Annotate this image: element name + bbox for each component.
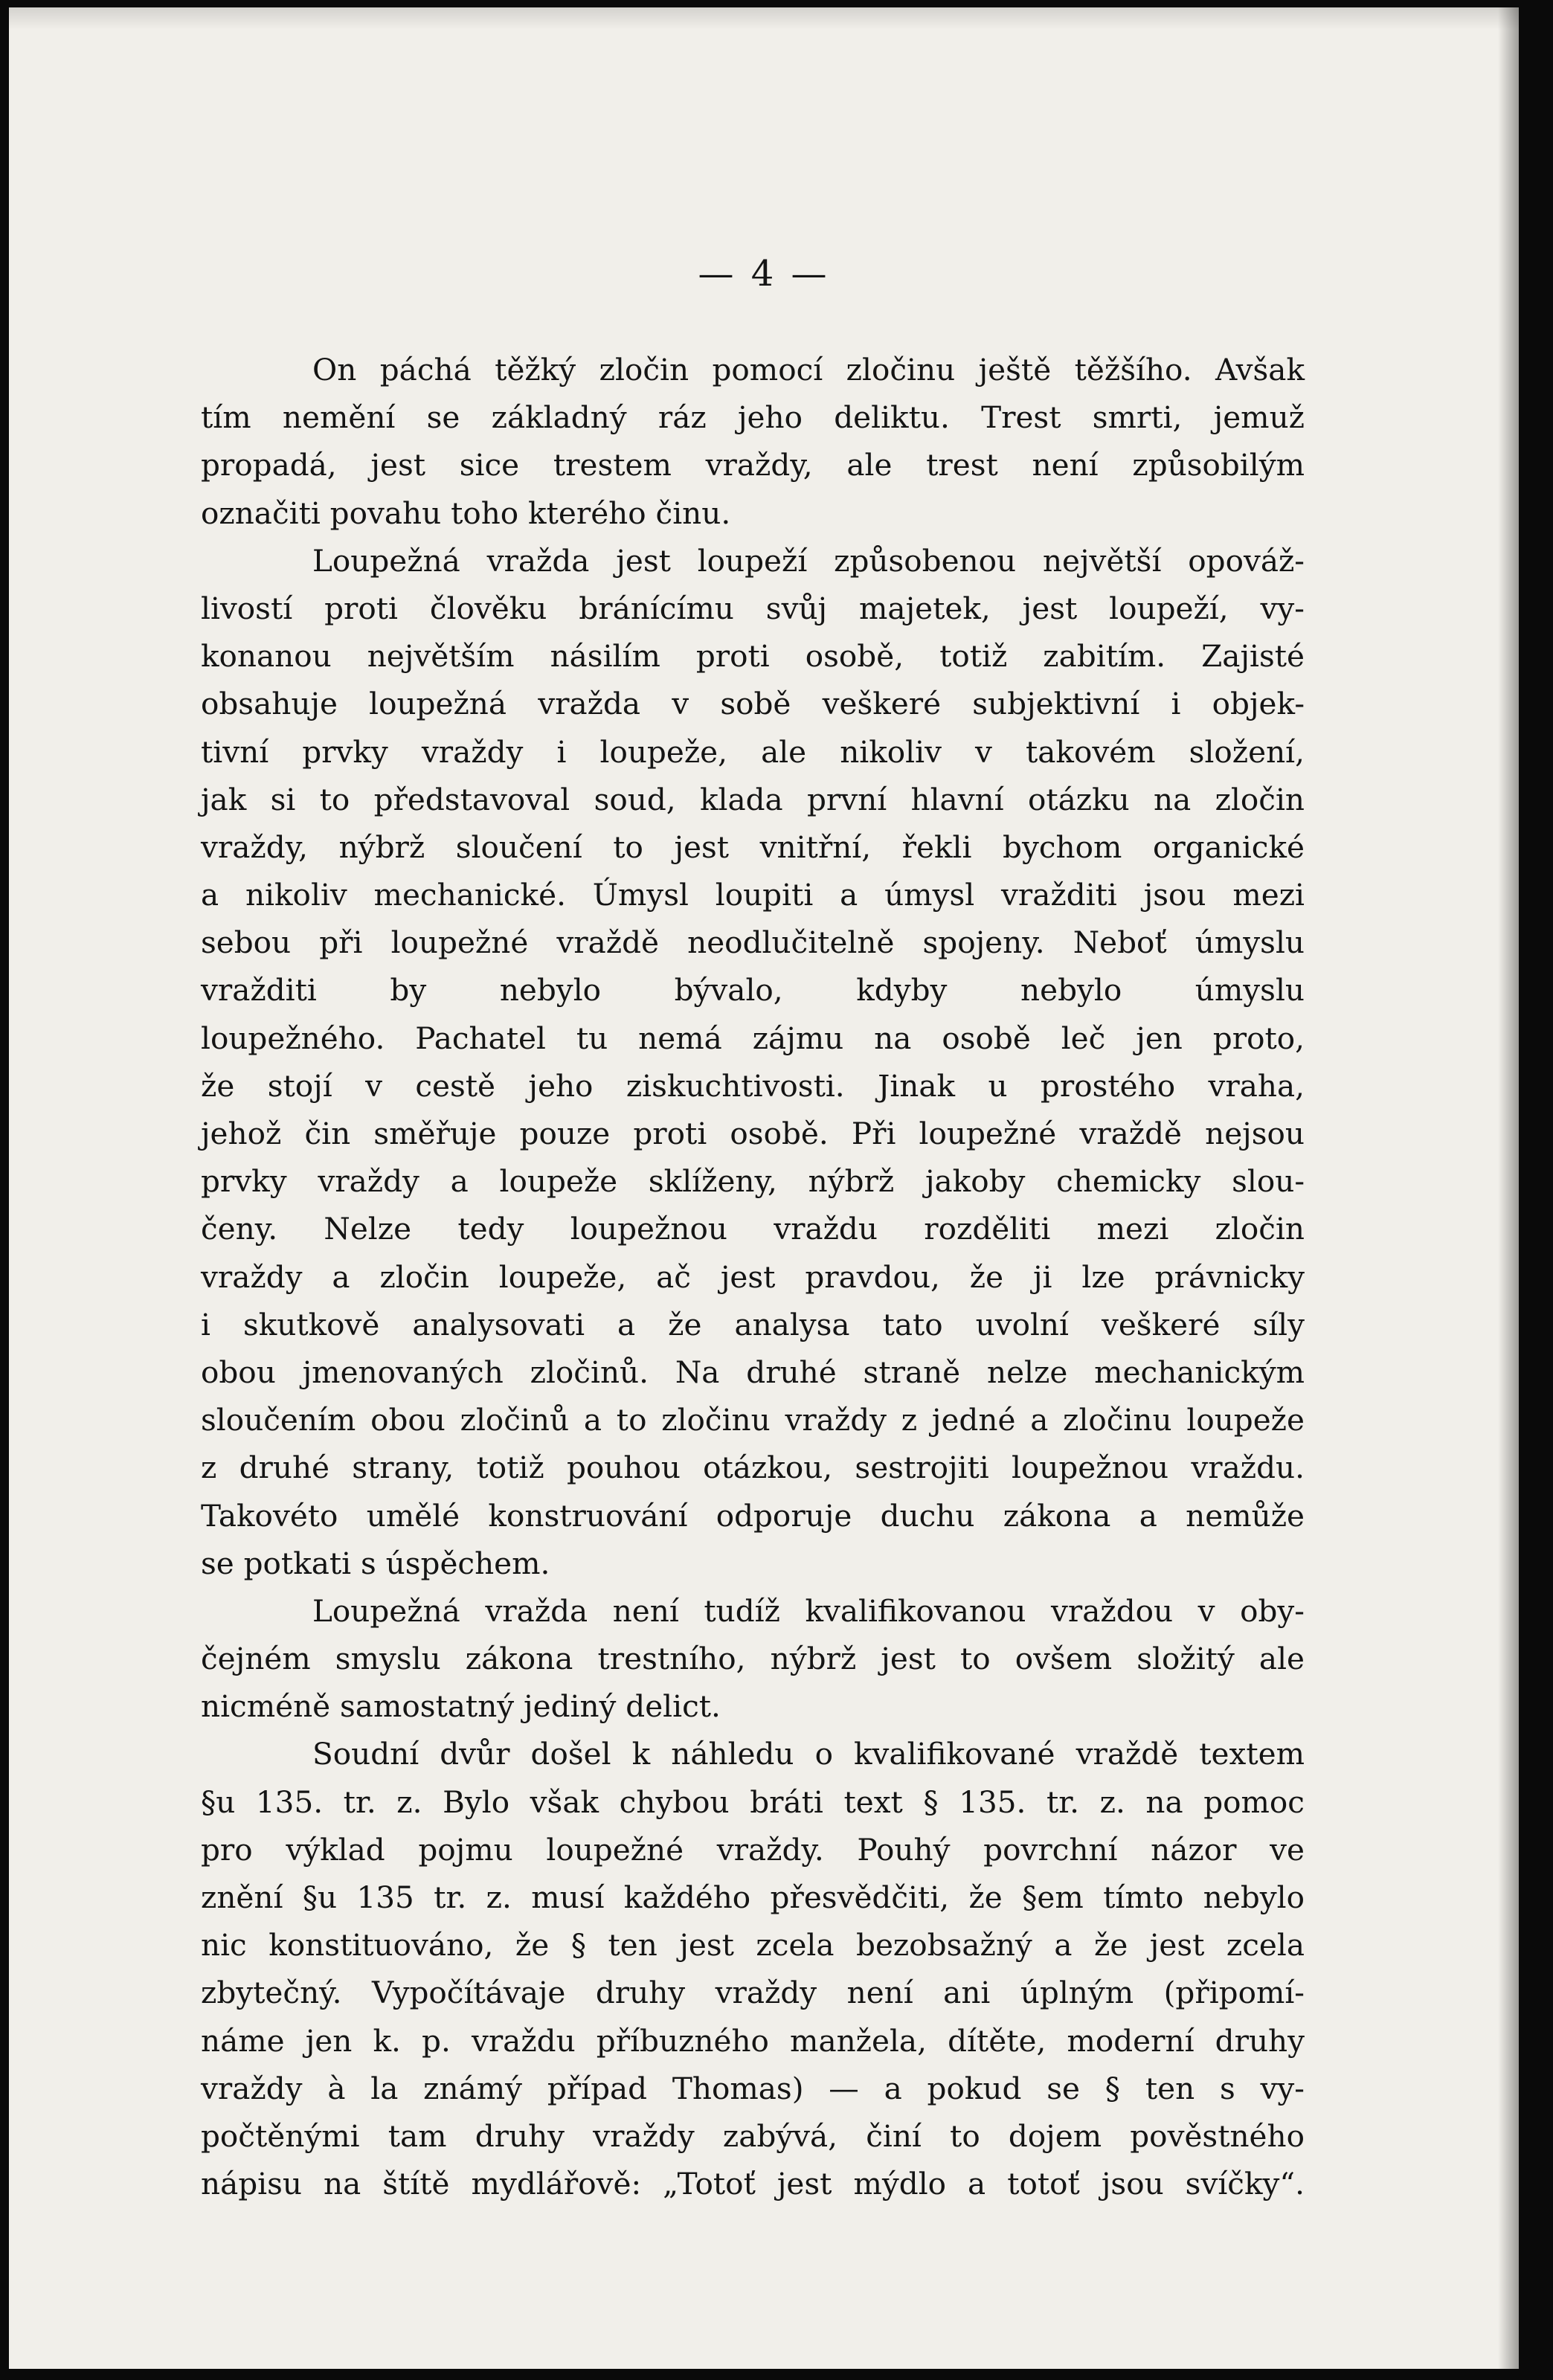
text-line: označiti povahu toho kterého činu. <box>201 495 731 531</box>
text-line: nápisu na štítě mydlářově: „Totoť jest mýdlo a totoť jsou svíčky“. <box>201 2166 1305 2202</box>
text-line: vraždy a zločin loupeže, ač jest pravdou, že ji lze právnicky <box>201 1258 1305 1295</box>
text-line: obou jmenovaných zločinů. Na druhé straně nelze mechanickým <box>201 1354 1305 1390</box>
text-line: nic konstituováno, že § ten jest zcela bezobsažný a že jest zcela <box>201 1927 1305 1964</box>
text-line: náme jen k. p. vraždu příbuzného manžela, dítěte, moderní druhy <box>201 2022 1305 2059</box>
text-line: tím nemění se základný ráz jeho deliktu. Trest smrti, jemuž <box>201 399 1305 436</box>
text-line: livostí proti člověku bránícímu svůj majetek, jest loupeží, vy- <box>201 590 1305 626</box>
text-line: se potkati s úspěchem. <box>201 1545 550 1581</box>
text-line: znění §u 135 tr. z. musí každého přesvědčiti, že §em tímto nebylo <box>201 1879 1305 1915</box>
text-line: prvky vraždy a loupeže sklíženy, nýbrž jakoby chemicky slou- <box>201 1163 1305 1200</box>
text-line: pro výklad pojmu loupežné vraždy. Pouhý povrchní názor ve <box>201 1831 1305 1868</box>
body-text <box>201 346 1305 2207</box>
text-line: vraždy, nýbrž sloučení to jest vnitřní, řekli bychom organické <box>201 829 1305 865</box>
text-line: jehož čin směřuje pouze proti osobě. Při loupežné vraždě nejsou <box>201 1116 1305 1151</box>
book-page <box>9 7 1519 2369</box>
page-number: — 4 — <box>698 253 830 295</box>
text-line: počtěnými tam druhy vraždy zabývá, činí to dojem pověstného <box>201 2117 1305 2154</box>
text-line: zbytečný. Vypočítávaje druhy vraždy není ani úplným (připomí- <box>201 1975 1305 2011</box>
text-line: Soudní dvůr došel k náhledu o kvalifikované vraždě textem <box>312 1736 1305 1772</box>
text-line: propadá, jest sice trestem vraždy, ale trest není způsobilým <box>201 447 1305 483</box>
text-line: Loupežná vražda není tudíž kvalifikovanou vraždou v oby- <box>312 1592 1305 1629</box>
page-shadow-top <box>9 7 1519 30</box>
text-line: loupežného. Pachatel tu nemá zájmu na osobě leč jen proto, <box>201 1020 1305 1056</box>
page-shadow-right <box>1498 7 1519 2369</box>
text-line: z druhé strany, totiž pouhou otázkou, sestrojiti loupežnou vraždu. <box>201 1450 1305 1486</box>
text-line: nicméně samostatný jediný delict. <box>201 1688 721 1725</box>
text-line: sebou při loupežné vraždě neodlučitelně spojeny. Neboť úmyslu <box>201 924 1305 961</box>
text-line: tivní prvky vraždy i loupeže, ale nikoliv v takovém složení, <box>201 733 1305 770</box>
text-line: konanou největším násilím proti osobě, totiž zabitím. Zajisté <box>201 638 1305 675</box>
text-line: obsahuje loupežná vražda v sobě veškeré subjektivní i objek- <box>201 686 1305 722</box>
text-line: a nikoliv mechanické. Úmysl loupiti a úmysl vražditi jsou mezi <box>201 877 1305 913</box>
text-line: že stojí v cestě jeho ziskuchtivosti. Jinak u prostého vraha, <box>201 1067 1305 1104</box>
text-line: sloučením obou zločinů a to zločinu vraždy z jedné a zločinu loupeže <box>201 1402 1305 1438</box>
text-line: čeny. Nelze tedy loupežnou vraždu rozděliti mezi zločin <box>201 1211 1305 1247</box>
text-line: čejném smyslu zákona trestního, nýbrž jest to ovšem složitý ale <box>201 1641 1305 1677</box>
text-line: §u 135. tr. z. Bylo však chybou bráti text § 135. tr. z. na pomoc <box>201 1784 1305 1820</box>
text-line: vražditi by nebylo bývalo, kdyby nebylo úmyslu <box>201 972 1305 1009</box>
text-line: vraždy à la známý případ Thomas) — a pokud se § ten s vy- <box>201 2070 1305 2106</box>
text-line: jak si to představoval soud, klada první hlavní otázku na zločin <box>201 781 1305 817</box>
text-line: Loupežná vražda jest loupeží způsobenou největší opováž- <box>312 542 1305 579</box>
text-line: On páchá těžký zločin pomocí zločinu ještě těžšího. Avšak <box>312 352 1305 387</box>
text-line: Takovéto umělé konstruování odporuje duchu zákona a nemůže <box>201 1497 1305 1534</box>
text-line: i skutkově analysovati a že analysa tato uvolní veškeré síly <box>201 1306 1305 1342</box>
